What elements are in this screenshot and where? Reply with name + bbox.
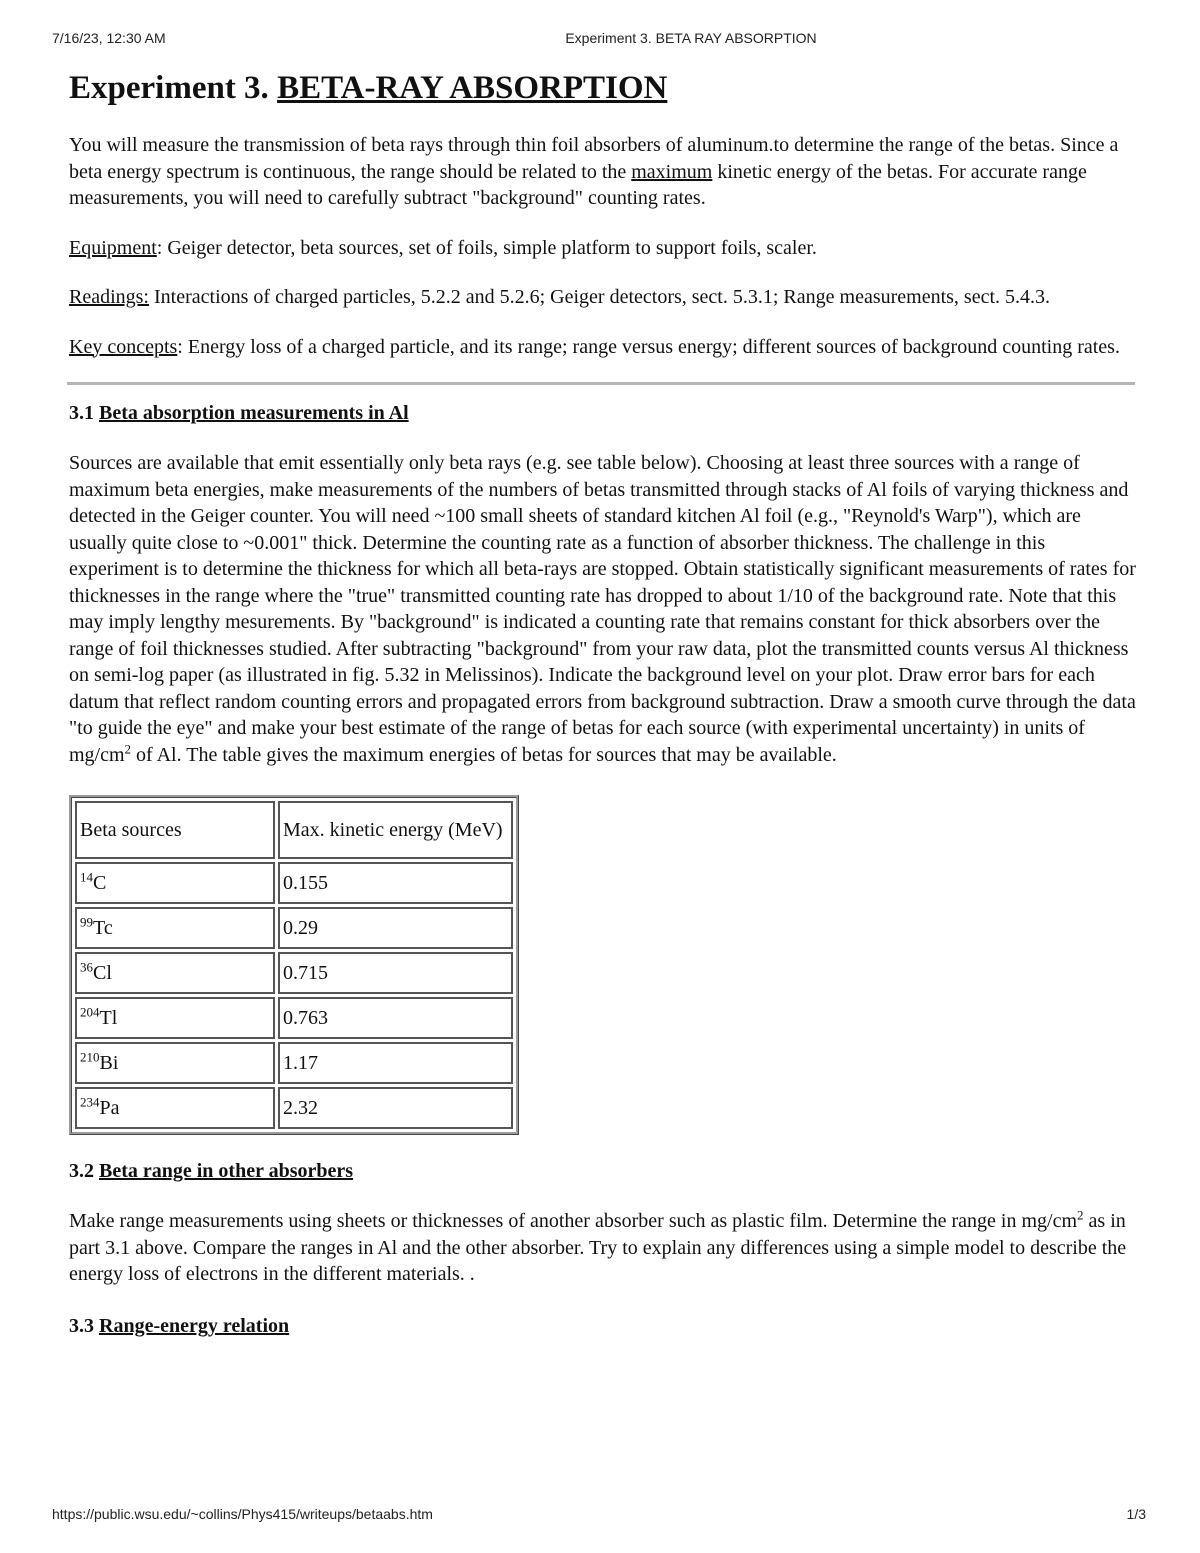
readings-paragraph (69, 284, 1139, 311)
page-title (69, 66, 1139, 110)
equipment-text: : Geiger detector, beta sources, set of foils, simple platform to support foils, scaler. (156, 236, 817, 259)
intro-text-after: kinetic energy of the betas. For accurate range measurements, you will need to carefully subtract "background" counting rates. (69, 160, 1087, 209)
energy-cell: 0.715 (278, 952, 513, 994)
key-concepts-paragraph (69, 334, 1139, 361)
intro-emphasis: maximum (631, 160, 713, 183)
section-3-1-body (69, 450, 1139, 768)
mass-number: 204 (80, 1003, 100, 1019)
equipment-label: Equipment (69, 236, 157, 259)
section-heading-3-2 (69, 1157, 1139, 1185)
section-3-2-text-end: as in part 3.1 above. Compare the ranges in Al and the other absorber. Try to explain any differences using a simple model to describe the energy loss of electrons in the different materials. . (69, 1210, 1127, 1285)
element-symbol: Tl (99, 1006, 118, 1029)
element-symbol: Tc (93, 916, 113, 939)
section-3-2-text: Make range measurements using sheets or thicknesses of another absorber such as plastic film. Determine the range in mg/cm (69, 1210, 1078, 1232)
table-row (75, 952, 513, 994)
intro-paragraph (69, 132, 1139, 212)
equipment-paragraph (69, 235, 1139, 262)
table-header-row (75, 801, 513, 859)
section-3-1-text: Sources are available that emit essentially only beta rays (e.g. see table below). Choosing at least three sources with a range of maximum beta energies, make measurements of the numbers of betas transmitted through stacks of Al foils of varying thickness and detected in the Geiger counter. You will need ~100 small sheets of standard kitchen Al foil (e.g., "Reynold's Warp"), which are usually quite close to ~0.001" thick. Determine the counting rate as a function of absorber thickness. The challenge in this experiment is to determine the thickness for which all beta-rays are stopped. Obtain statistically significant measurements of rates for thicknesses in the range where the "true" transmitted counting rate has dropped to about 1/10 of the background rate. Note that this may imply lengthy mesurements. By "background" is indicated a counting rate that remains constant for thick absorbers over the range of foil thicknesses studied. After subtracting "background" from your raw data, plot the transmitted counts versus Al thickness on semi-log paper (as illustrated in fig. 5.32 in Melissinos). Indicate the background level on your plot. Draw error bars for each datum that reflect random counting errors and propagated errors from background subtraction. Draw a smooth curve through the data "to guide the eye" and make your best estimate of the range of betas for each source (with experimental uncertainty) in units of mg/cm (69, 452, 1136, 766)
beta-source-cell (75, 1042, 275, 1084)
print-page-title: Experiment 3. BETA RAY ABSORPTION (565, 30, 817, 46)
table-row (75, 1087, 513, 1129)
table-row (75, 1042, 513, 1084)
section-3-2-body (69, 1208, 1139, 1288)
section-number: 3.2 (69, 1160, 99, 1182)
print-datetime: 7/16/23, 12:30 AM (52, 30, 166, 46)
mass-number: 234 (80, 1093, 100, 1109)
section-heading-3-3 (69, 1312, 1139, 1340)
superscript: 2 (124, 740, 132, 756)
element-symbol: C (93, 871, 107, 894)
energy-cell: 0.155 (278, 862, 513, 904)
title-prefix: Experiment 3. (69, 70, 278, 106)
energy-cell: 0.29 (278, 907, 513, 949)
section-title: Beta absorption measurements in Al (99, 402, 409, 424)
energy-cell: 2.32 (278, 1087, 513, 1129)
table-header-cell: Max. kinetic energy (MeV) (278, 801, 513, 859)
section-number: 3.3 (69, 1314, 99, 1337)
beta-source-cell (75, 1087, 275, 1129)
mass-number: 99 (80, 913, 93, 929)
table-header-cell: Beta sources (75, 801, 275, 859)
element-symbol: Cl (93, 961, 112, 984)
section-title: Beta range in other absorbers (99, 1160, 354, 1182)
title-underlined: BETA-RAY ABSORPTION (277, 70, 668, 106)
table-row (75, 997, 513, 1039)
readings-label: Readings: (69, 286, 149, 308)
key-concepts-label: Key concepts (69, 335, 178, 358)
beta-source-cell (75, 862, 275, 904)
mass-number: 14 (80, 868, 93, 884)
mass-number: 210 (80, 1048, 100, 1064)
mass-number: 36 (80, 958, 93, 974)
beta-source-cell (75, 997, 275, 1039)
section-title: Range-energy relation (99, 1314, 290, 1337)
beta-source-cell (75, 952, 275, 994)
section-divider (67, 382, 1135, 385)
print-page-number: 1/3 (1126, 1506, 1146, 1522)
key-concepts-text: : Energy loss of a charged particle, and its range; range versus energy; different sources of background counting rates. (177, 335, 1120, 358)
section-heading-3-1 (69, 399, 1139, 427)
element-symbol: Bi (99, 1051, 119, 1074)
table-row (75, 907, 513, 949)
section-3-1-text-end: of Al. The table gives the maximum energies of betas for sources that may be available. (131, 743, 837, 766)
beta-source-cell (75, 907, 275, 949)
intro-text-before: You will measure the transmission of beta rays through thin foil absorbers of aluminum.to determine the range of the betas. Since a beta energy spectrum is continuous, the range should be related to the (69, 134, 1119, 183)
document-body (69, 66, 1139, 1340)
print-url: https://public.wsu.edu/~collins/Phys415/writeups/betaabs.htm (52, 1506, 433, 1522)
readings-text: Interactions of charged particles, 5.2.2 and 5.2.6; Geiger detectors, sect. 5.3.1; Range measurements, sect. 5.4.3. (149, 286, 1051, 308)
table-row (75, 862, 513, 904)
energy-cell: 0.763 (278, 997, 513, 1039)
beta-sources-table (69, 795, 519, 1135)
element-symbol: Pa (99, 1096, 120, 1119)
superscript: 2 (1077, 1207, 1084, 1223)
energy-cell: 1.17 (278, 1042, 513, 1084)
section-number: 3.1 (69, 402, 99, 424)
